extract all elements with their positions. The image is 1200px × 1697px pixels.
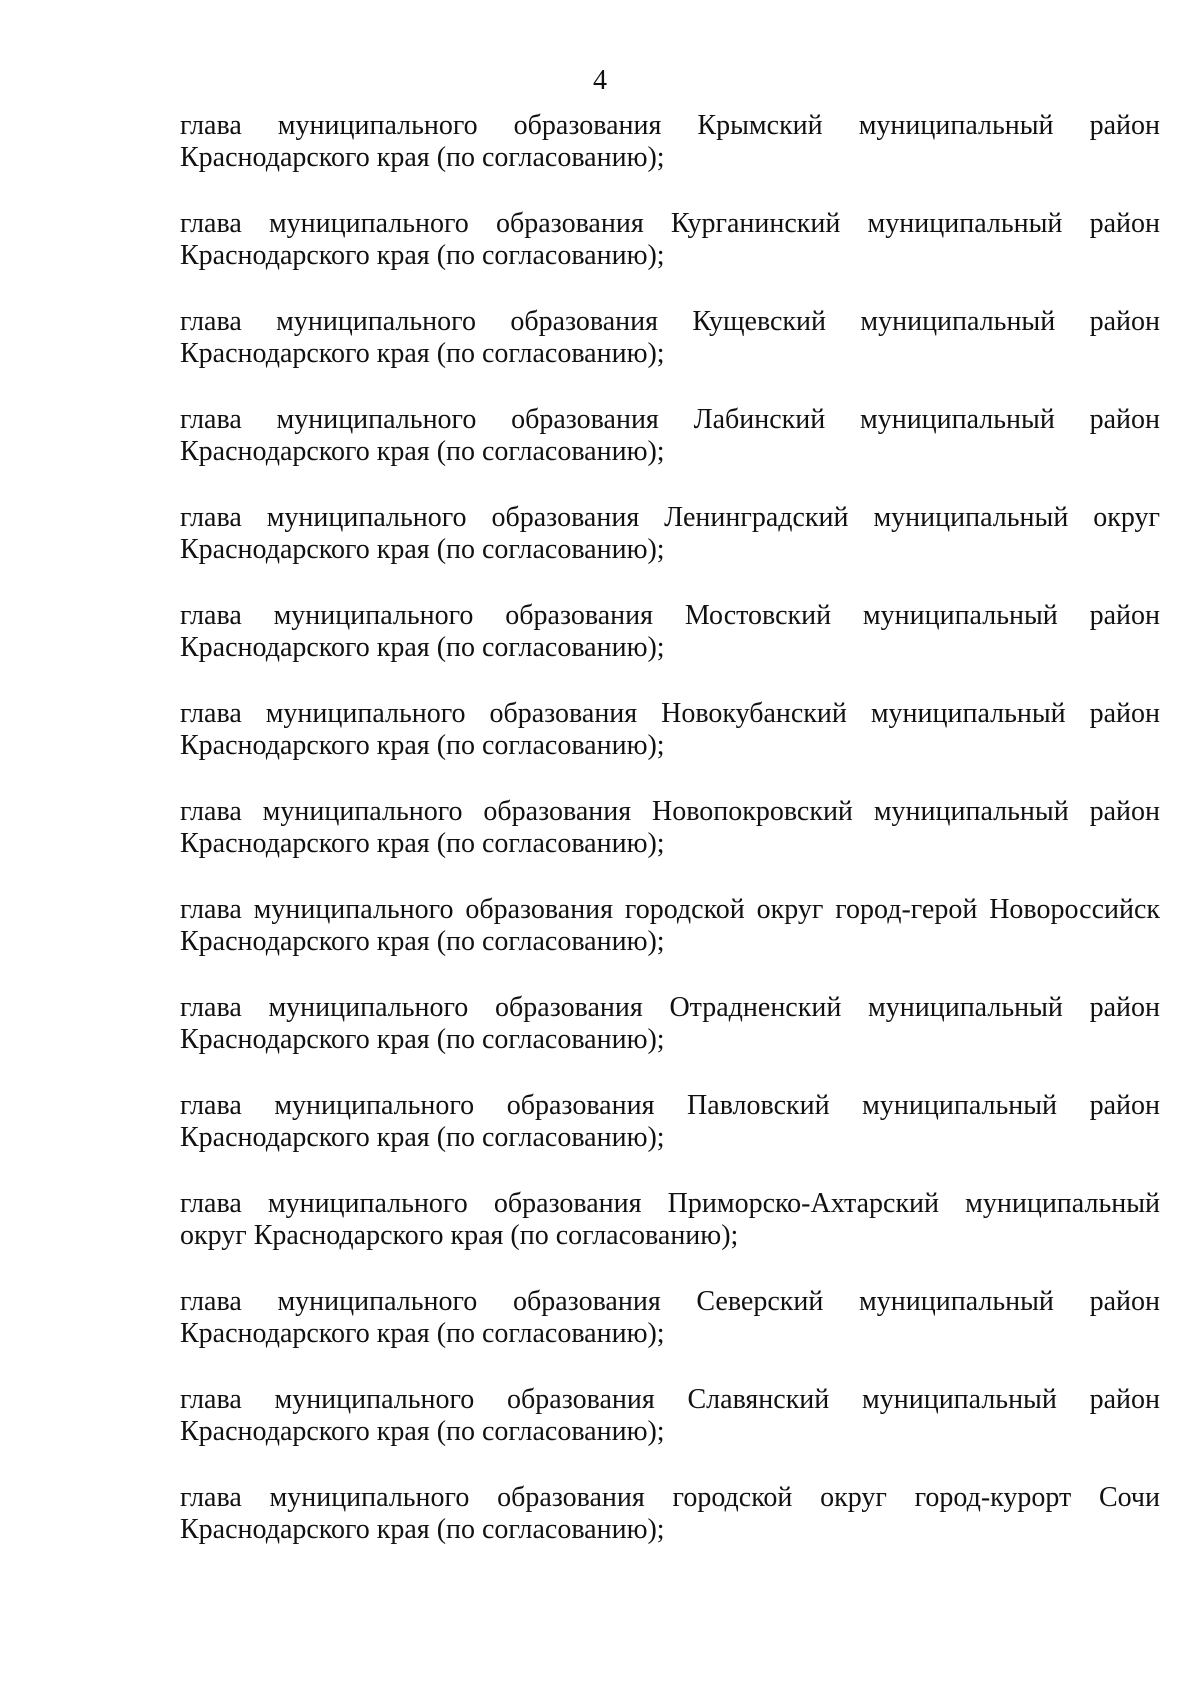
list-item	[180, 208, 1160, 272]
list-item	[180, 698, 1160, 762]
list-item	[180, 992, 1160, 1056]
page-number: 4	[593, 65, 607, 96]
entry-line-1: глава муниципального образования Новопокровский муниципальный район	[180, 796, 1160, 827]
entry-line-2: Краснодарского края (по согласованию);	[180, 926, 665, 957]
entry-line-1: глава муниципального образования Приморско-Ахтарский муниципальный	[180, 1188, 1160, 1219]
entry-line-2: Краснодарского края (по согласованию);	[180, 730, 665, 761]
entry-line-2: Краснодарского края (по согласованию);	[180, 534, 665, 565]
entry-line-1: глава муниципального образования Курганинский муниципальный район	[180, 208, 1160, 239]
entry-line-2: Краснодарского края (по согласованию);	[180, 338, 665, 369]
entry-line-2: Краснодарского края (по согласованию);	[180, 436, 665, 467]
entry-line-2: Краснодарского края (по согласованию);	[180, 1024, 665, 1055]
list-item	[180, 796, 1160, 860]
entry-line-2: Краснодарского края (по согласованию);	[180, 1122, 665, 1153]
list-item	[180, 306, 1160, 370]
list-item	[180, 110, 1160, 174]
entry-line-2: Краснодарского края (по согласованию);	[180, 632, 665, 663]
list-item	[180, 502, 1160, 566]
entry-line-2: Краснодарского края (по согласованию);	[180, 1318, 665, 1349]
list-item	[180, 1188, 1160, 1252]
entry-line-2: Краснодарского края (по согласованию);	[180, 1514, 665, 1545]
entry-line-1: глава муниципального образования Крымский муниципальный район	[180, 110, 1160, 141]
list-item	[180, 1384, 1160, 1448]
entry-line-1: глава муниципального образования Новокубанский муниципальный район	[180, 698, 1160, 729]
entry-line-2: округ Краснодарского края (по согласованию);	[180, 1220, 739, 1251]
entry-line-1: глава муниципального образования Славянский муниципальный район	[180, 1384, 1160, 1415]
entry-line-1: глава муниципального образования Павловский муниципальный район	[180, 1090, 1160, 1121]
entry-line-2: Краснодарского края (по согласованию);	[180, 142, 665, 173]
entry-line-1: глава муниципального образования Лабинский муниципальный район	[180, 404, 1160, 435]
entry-line-1: глава муниципального образования Ленинградский муниципальный округ	[180, 502, 1160, 533]
entry-line-1: глава муниципального образования Отрадненский муниципальный район	[180, 992, 1160, 1023]
entry-line-2: Краснодарского края (по согласованию);	[180, 828, 665, 859]
entry-line-1: глава муниципального образования Кущевский муниципальный район	[180, 306, 1160, 337]
entry-line-1: глава муниципального образования Мостовский муниципальный район	[180, 600, 1160, 631]
entry-line-1: глава муниципального образования Северский муниципальный район	[180, 1286, 1160, 1317]
entry-line-2: Краснодарского края (по согласованию);	[180, 240, 665, 271]
list-item	[180, 600, 1160, 664]
list-item	[180, 404, 1160, 468]
list-item	[180, 894, 1160, 958]
entry-line-1: глава муниципального образования городской округ город-курорт Сочи	[180, 1482, 1160, 1513]
entries-list	[180, 110, 1160, 1580]
entry-line-1: глава муниципального образования городской округ город-герой Новороссийск	[180, 894, 1160, 925]
list-item	[180, 1482, 1160, 1546]
list-item	[180, 1286, 1160, 1350]
entry-line-2: Краснодарского края (по согласованию);	[180, 1416, 665, 1447]
list-item	[180, 1090, 1160, 1154]
